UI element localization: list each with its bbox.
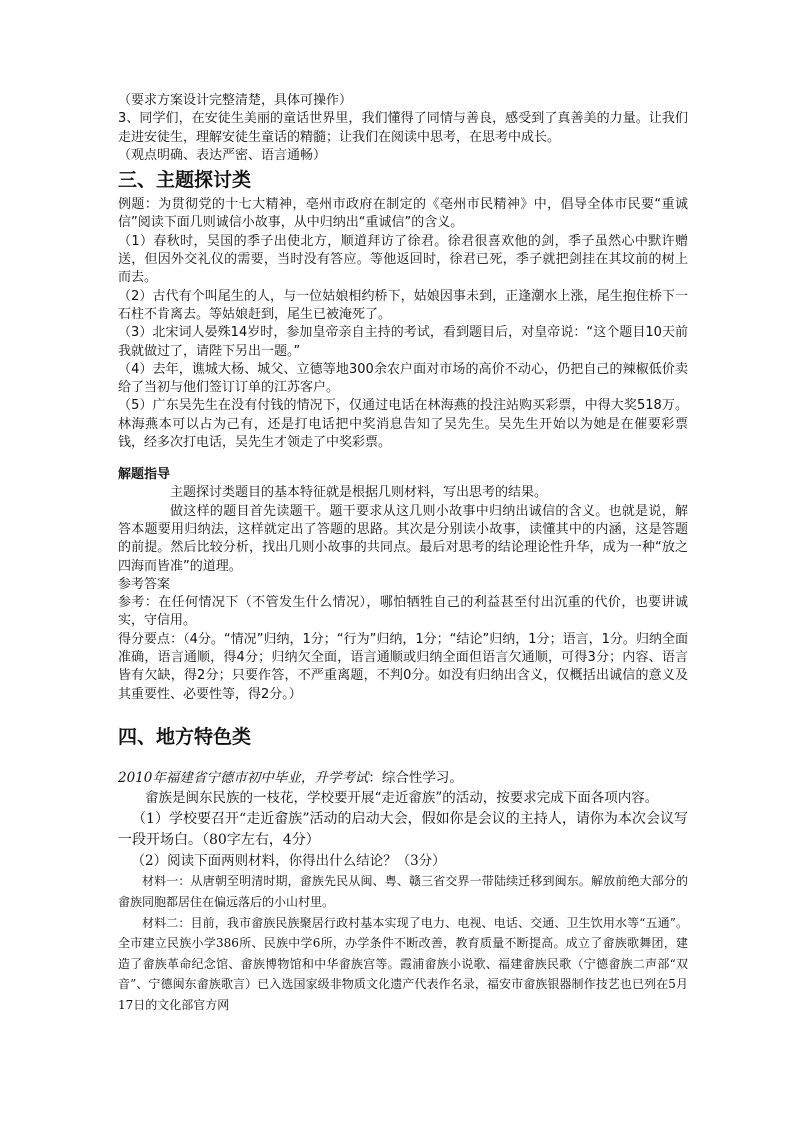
guide-paragraph-2: 做这样的题目首先读题干。题干要求从这几则小故事中归纳出诚信的含义。也就是说，解答本题要用归纳法，这样就定出了答题的思路。其次是分别读小故事，读懂其中的内涵，这是答题的前提。然后比较分析，找出几则小故事的共同点。最后对思考的结论理论性升华，成为一种“放之四海而皆准”的道理。 [118, 503, 688, 574]
question-3: 3、同学们，在安徒生美丽的童话世界里，我们懂得了同情与善良，感受到了真善美的力量。让我们走进安徒生，理解安徒生童话的精髓；让我们在阅读中思考，在思考中成长。 [118, 111, 688, 145]
example-question: 例题：为贯彻党的十七大精神，亳州市政府在制定的《亳州市民精神》中，倡导全体市民要“重诚信”阅读下面几则诚信小故事，从中归纳出“重诚信”的含义。 [118, 197, 688, 231]
answer-heading: 参考答案 [118, 576, 171, 592]
material-1: 材料一：从唐朝至明清时期，畲族先民从闽、粤、赣三省交界一带陆续迁移到闽东。解放前绝大部分的畲族同胞都居住在偏远落后的小山村里。 [118, 874, 688, 909]
exam-title: 2010年福建省宁德市初中毕业，升学考试 [118, 769, 369, 786]
section-4-body [118, 768, 688, 872]
exam-suffix: ：综合性学习。 [368, 769, 463, 786]
intro-text: 畲族是闽东民族的一枝花，学校要开展“走近畲族”的活动，按要求完成下面各项内容。 [145, 790, 659, 807]
story-2: （2）古代有个叫尾生的人，与一位姑娘相约桥下，姑娘因事未到，正逢潮水上涨，尾生抱住桥下一石柱不肯离去。等姑娘赶到，尾生已被淹死了。 [118, 288, 688, 322]
exam-title-line [118, 768, 688, 789]
story-3: （3）北宋词人晏殊14岁时，参加皇帝亲自主持的考试，看到题目后，对皇帝说：“这个题目10天前我就做过了，请陛下另出一题。” [118, 325, 688, 359]
document-page [118, 92, 688, 1016]
question-4-2: （2）阅读下面两则材料，你得出什么结论？（3分） [131, 852, 446, 869]
scoring-points: 得分要点：（4分。“情况”归纳，1分；“行为”归纳，1分；“结论”归纳，1分；语言，1分。归纳全面准确，语言通顺，得4分；归纳欠全面，语言通顺或归纳全面但语言欠通顺，可得3分；内容、语言皆有欠缺，得2分；只要作答，不严重离题，不判0分。如没有归纳出含义，仅概括出诚信的意义及其重要性、必要性等，得2分。） [118, 631, 688, 702]
materials [118, 871, 688, 1015]
guide-heading: 解题指导 [118, 467, 171, 483]
requirement-note: （要求方案设计完整清楚，具体可操作） [118, 93, 353, 108]
guide-paragraph-1: 主题探讨类题目的基本特征就是根据几则材料，写出思考的结果。 [170, 485, 548, 501]
story-1: （1）春秋时，吴国的季子出使北方，顺道拜访了徐君。徐君很喜欢他的剑，季子虽然心中默许赠送，但因外交礼仪的需要，当时没有答应。等他返回时，徐君已死，季子就把剑挂在其坟前的树上而去。 [118, 233, 688, 286]
section-3-title: 三、主题探讨类 [118, 169, 252, 192]
section-4-title: 四、地方特色类 [118, 725, 252, 748]
story-4: （4）去年，谯城大杨、城父、立德等地300余农户面对市场的高价不动心，仍把自己的辣椒低价卖给了当初与他们签订订单的江苏客户。 [118, 361, 688, 396]
story-5: （5）广东吴先生在没有付钱的情况下，仅通过电话在林海燕的投注站购买彩票，中得大奖518万。林海燕本可以占为己有，还是打电话把中奖消息告知了吴先生。吴先生开始以为她是在催要彩票钱，经多次打电话，吴先生才领走了中奖彩票。 [118, 398, 688, 451]
question-4-1: （1）学校要召开“走近畲族”活动的启动大会，假如你是会议的主持人，请你为本次会议写一段开场白。（80字左右，4分） [118, 810, 688, 848]
material-2: 材料二：目前，我市畲族民族聚居行政村基本实现了电力、电视、电话、交通、卫生饮用水等“五通”。全市建立民族小学386所、民族中学6所，办学条件不断改善，教育质量不断提高。成立了畲族歌舞团，建造了畲族革命纪念馆、畲族博物馆和中华畲族宫等。霞浦畲族小说歌、福建畲族民歌（宁德畲族二声部“双音”、宁德闽东畲族歌言）已入选国家级非物质文化遗产代表作名录，福安市畲族银器制作技艺也已列在5月17日的文化部官方网 [118, 915, 688, 1012]
answer-text: 参考：在任何情况下（不管发生什么情况），哪怕牺牲自己的利益甚至付出沉重的代价，也要讲诚实，守信用。 [118, 595, 688, 629]
viewpoint-note: （观点明确、表达严密、语言通畅） [118, 147, 327, 163]
